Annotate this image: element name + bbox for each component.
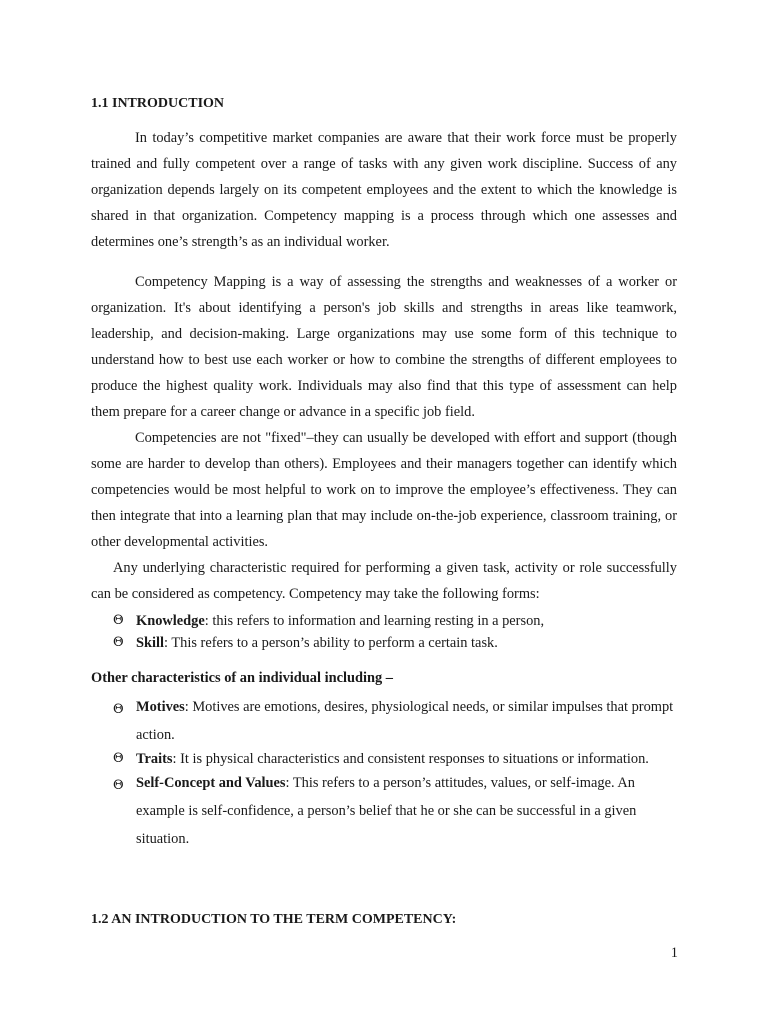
term-knowledge: Knowledge <box>136 613 205 629</box>
term-skill: Skill <box>136 635 165 651</box>
page-content <box>91 96 677 853</box>
theta-bullet-icon: Θ <box>113 635 124 650</box>
list-item-skill <box>91 632 677 654</box>
definition-knowledge: : this refers to information and learning resting in a person, <box>204 613 545 629</box>
other-characteristics-heading: Other characteristics of an individual including – <box>91 670 393 686</box>
list-item-self-concept <box>91 769 677 853</box>
list-item-text <box>91 610 677 632</box>
section-heading-introduction: 1.1 INTRODUCTION <box>91 96 225 111</box>
list-item-text <box>91 693 677 749</box>
paragraph-1: In today’s competitive market companies are aware that their work force must be properly trained and fully competent over a range of tasks with any given work discipline. Success of any organization depends largely on its competent employees and the extent to which the knowledge is shared in that organization. Competency mapping is a process through which one assesses and determines one’s strength’s as an individual worker. <box>91 130 677 250</box>
list-item-text <box>91 749 677 769</box>
theta-bullet-icon: Θ <box>113 778 124 793</box>
definition-traits: : It is physical characteristics and consistent responses to situations or information. <box>172 751 649 767</box>
list-item-text <box>91 769 677 853</box>
theta-bullet-icon: Θ <box>113 751 124 766</box>
term-motives: Motives <box>136 699 185 715</box>
list-item-traits <box>91 749 677 769</box>
definition-self-concept: : This refers to a person’s attitudes, values, or self-image. An example is self-confidence, a person’s belief that he or she can be successful in a given situation. <box>136 775 637 847</box>
theta-bullet-icon: Θ <box>113 702 124 717</box>
definition-skill: : This refers to a person’s ability to perform a certain task. <box>164 635 498 651</box>
list-item-knowledge <box>91 610 677 632</box>
paragraph-3: Competencies are not "fixed"–they can usually be developed with effort and support (though some are harder to develop than others). Employees and their managers together can identify which competencies would be most helpful to work on to improve the employee’s effectiveness. They can then integrate that into a learning plan that may include on-the-job experience, classroom training, or other developmental activities. <box>91 430 677 550</box>
definition-motives: : Motives are emotions, desires, physiological needs, or similar impulses that prompt action. <box>136 699 674 743</box>
page-number: 1 <box>670 945 678 961</box>
list-item-motives <box>91 693 677 749</box>
theta-bullet-icon: Θ <box>113 613 124 628</box>
other-characteristics-list <box>91 693 677 853</box>
section-heading-competency: 1.2 AN INTRODUCTION TO THE TERM COMPETENCY: <box>91 912 457 927</box>
list-item-text <box>91 632 677 654</box>
paragraph-2: Competency Mapping is a way of assessing the strengths and weaknesses of a worker or organization. It's about identifying a person's job skills and strengths in areas like teamwork, leadership, and decision-making. Large organizations may use some form of this technique to understand how to best use each worker or how to combine the strengths of different employees to produce the highest quality work. Individuals may also find that this type of assessment can help them prepare for a career change or advance in a specific job field. <box>91 274 677 420</box>
term-self-concept: Self-Concept and Values <box>136 775 286 791</box>
paragraph-4: Any underlying characteristic required for performing a given task, activity or role successfully can be considered as competency. Competency may take the following forms: <box>91 560 677 602</box>
competency-forms-list <box>91 610 677 654</box>
term-traits: Traits <box>136 751 173 767</box>
